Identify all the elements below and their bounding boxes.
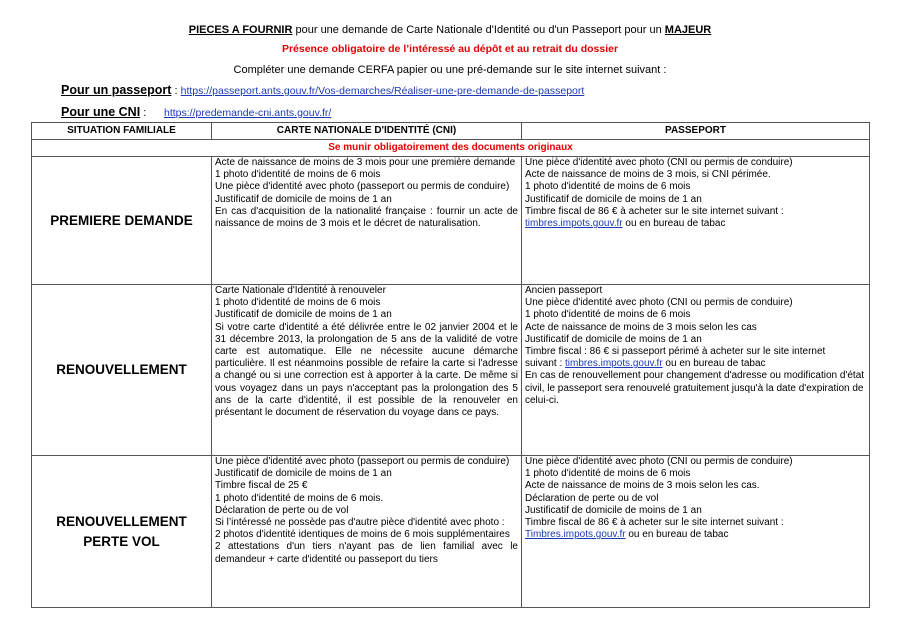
- passeport-requirement: Déclaration de perte ou de vol: [525, 492, 659, 504]
- timbres-link[interactable]: timbres.impots.gouv.fr: [525, 218, 623, 230]
- passeport-requirement: Ancien passeport: [525, 285, 603, 296]
- cni-requirement: Justificatif de domicile de moins de 1 an: [215, 309, 392, 321]
- cni-requirement: Justificatif de domicile de moins de 1 an: [215, 193, 392, 205]
- cni-requirement: 2 photos d'identité identiques de moins de 6 mois supplémentaires: [215, 529, 510, 541]
- cni-requirement: Une pièce d'identité avec photo (passeport ou permis de conduire): [215, 456, 510, 467]
- cni-link-sep: :: [140, 107, 147, 119]
- passeport-requirement: En cas de renouvellement pour changement d'adresse ou modification d'état civil, le passeport sera renouvelé gratuitement jusqu'à la date d'expiration de celui-ci.: [525, 370, 865, 406]
- situation-label: PERTE VOL: [83, 533, 160, 549]
- cni-requirement: Si l’intéressé ne possède pas d'autre pièce d'identité avec photo :: [215, 517, 505, 529]
- cni-requirement: Justificatif de domicile de moins de 1 an: [215, 468, 392, 480]
- title-middle: pour une demande de Carte Nationale d'Identité ou d'un Passeport pour un: [292, 24, 665, 36]
- passeport-requirement: Acte de naissance de moins de 3 mois selon les cas: [525, 321, 757, 333]
- passeport-requirement: [525, 529, 866, 541]
- timbres-link[interactable]: Timbres.impots.gouv.fr: [525, 529, 626, 541]
- header-passeport: PASSEPORT: [522, 123, 870, 140]
- cni-cell: [212, 157, 522, 285]
- passeport-link-sep: :: [171, 85, 181, 97]
- cni-requirement: 1 photo d'identité de moins de 6 mois: [215, 297, 381, 309]
- passeport-requirement: 1 photo d'identité de moins de 6 mois: [525, 309, 691, 321]
- cni-link-row: [61, 105, 332, 120]
- table-row: [32, 285, 870, 456]
- passeport-requirement: Justificatif de domicile de moins de 1 an: [525, 504, 702, 516]
- timbres-link[interactable]: timbres.impots.gouv.fr: [565, 358, 663, 370]
- cni-requirement: Si votre carte d'identité a été délivrée entre le 02 janvier 2004 et le 31 décembre 2013, la prolongation de 5 ans de la validité de votre carte est automatique. Elle ne nécessite aucune démarche particulière. Il est néanmoins possible de refaire la carte si l'adresse a changé ou si une correction est à apporter à la carte. De même si vous voyagez dans un pays n'acceptant pas la prolongation des 5 ans de la carte d'identité, il est possible de la renouveler en présentant le document de réservation du voyage dans ce pays.: [215, 321, 518, 419]
- cni-predemande-link[interactable]: https://predemande-cni.ants.gouv.fr/: [164, 107, 332, 119]
- passeport-link-label: Pour un passeport: [61, 83, 172, 97]
- passeport-requirement: Timbre fiscal : 86 € si passeport périmé à acheter sur le site internet: [525, 346, 826, 358]
- situation-label: PREMIERE DEMANDE: [50, 212, 193, 228]
- originals-banner: Se munir obligatoirement des documents originaux: [32, 140, 870, 157]
- cni-requirement: Déclaration de perte ou de vol: [215, 504, 349, 516]
- cni-link-label: Pour une CNI: [61, 105, 141, 119]
- requirement-text: ou en bureau de tabac: [622, 218, 726, 230]
- passeport-requirement: [525, 218, 866, 230]
- situation-cell: [32, 285, 212, 456]
- situation-label: RENOUVELLEMENT: [56, 513, 187, 529]
- passeport-requirement: 1 photo d'identité de moins de 6 mois: [525, 468, 691, 480]
- passeport-cell: [522, 157, 870, 285]
- table-header-row: [32, 123, 870, 140]
- passeport-requirement: Une pièce d'identité avec photo (CNI ou permis de conduire): [525, 297, 793, 309]
- passeport-predemande-link[interactable]: https://passeport.ants.gouv.fr/Vos-demarches/Réaliser-une-pre-demande-de-passeport: [180, 85, 585, 97]
- instruction-text: Compléter une demande CERFA papier ou une pré-demande sur le site internet suivant :: [233, 64, 667, 76]
- table-row: [32, 157, 870, 285]
- situation-cell: [32, 456, 212, 608]
- presence-notice: Présence obligatoire de l’intéressé au dépôt et au retrait du dossier: [281, 43, 619, 55]
- cni-cell: [212, 456, 522, 608]
- page-title: [0, 24, 900, 37]
- header-situation: SITUATION FAMILIALE: [32, 123, 212, 140]
- passeport-requirement: [525, 358, 866, 370]
- situation-label: RENOUVELLEMENT: [56, 362, 187, 377]
- passeport-requirement: 1 photo d'identité de moins de 6 mois: [525, 181, 691, 193]
- title-majeur: MAJEUR: [664, 24, 712, 36]
- cni-requirement: Une pièce d'identité avec photo (passeport ou permis de conduire): [215, 181, 510, 193]
- cni-requirement: 1 photo d'identité de moins de 6 mois.: [215, 492, 384, 504]
- banner-row: [32, 140, 870, 157]
- title-bold: PIECES A FOURNIR: [188, 24, 293, 36]
- header-cni: CARTE NATIONALE D'IDENTITÉ (CNI): [212, 123, 522, 140]
- passeport-requirement: Justificatif de domicile de moins de 1 an: [525, 193, 702, 205]
- cni-cell: [212, 285, 522, 456]
- passeport-requirement: Justificatif de domicile de moins de 1 an: [525, 333, 702, 345]
- passeport-requirement: Une pièce d'identité avec photo (CNI ou permis de conduire): [525, 157, 793, 168]
- cni-requirement: 2 attestations d'un tiers n'ayant pas de lien familial avec le demandeur + carte d'identité ou passeport du tiers: [215, 541, 518, 565]
- requirement-text: ou en bureau de tabac: [625, 529, 729, 541]
- cni-requirement: Timbre fiscal de 25 €: [215, 480, 308, 492]
- passeport-requirement: Acte de naissance de moins de 3 mois, si CNI périmée.: [525, 169, 771, 181]
- requirement-text: suivant :: [525, 358, 566, 370]
- situation-cell: [32, 157, 212, 285]
- passeport-cell: [522, 456, 870, 608]
- requirements-table: [31, 122, 870, 608]
- requirement-text: ou en bureau de tabac: [662, 358, 766, 370]
- table-row: [32, 456, 870, 608]
- cni-requirement: Acte de naissance de moins de 3 mois pour une première demande: [215, 157, 516, 168]
- passeport-link-row: [61, 84, 584, 98]
- cni-requirement: Carte Nationale d'Identité à renouveler: [215, 285, 386, 296]
- passeport-requirement: Timbre fiscal de 86 € à acheter sur le site internet suivant :: [525, 517, 784, 529]
- cni-requirement: 1 photo d'identité de moins de 6 mois: [215, 169, 381, 181]
- passeport-requirement: Acte de naissance de moins de 3 mois selon les cas.: [525, 480, 760, 492]
- passeport-requirement: Une pièce d'identité avec photo (CNI ou permis de conduire): [525, 456, 793, 467]
- passeport-requirement: Timbre fiscal de 86 € à acheter sur le site internet suivant :: [525, 205, 784, 217]
- cni-requirement: En cas d'acquisition de la nationalité française : fournir un acte de naissance de moins de 3 mois et le décret de naturalisation.: [215, 205, 518, 230]
- passeport-cell: [522, 285, 870, 456]
